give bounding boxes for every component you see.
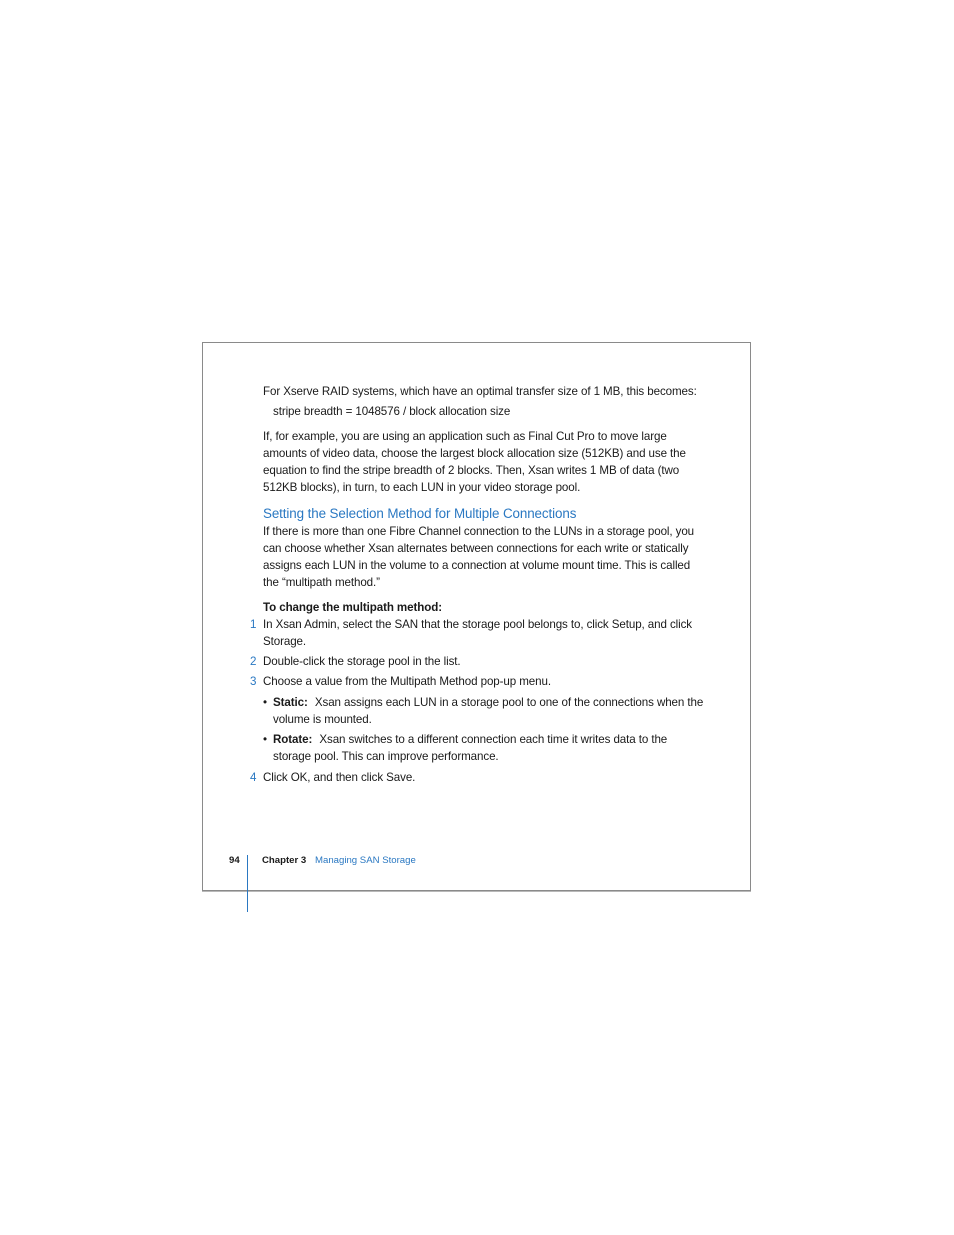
page-footer [0,855,954,875]
step-text: Click OK, and then click Save. [263,771,416,784]
bullet-text: Xsan assigns each LUN in a storage pool to one of the connections when the volume is mounted. [273,696,704,726]
intro-paragraph: For Xserve RAID systems, which have an optimal transfer size of 1 MB, this becomes: [263,385,697,398]
chapter-title: Managing SAN Storage [315,855,416,866]
section-heading: Setting the Selection Method for Multiple Connections [263,506,577,521]
bullet-item [263,694,708,728]
step-number: 2 [250,655,257,668]
section-paragraph: If there is more than one Fibre Channel connection to the LUNs in a storage pool, you can choose whether Xsan alternates between connections for each write or statically assigns each LUN in the volume to a connection at volume mount time. This is called the “multipath method.” [263,525,695,589]
step-text: Choose a value from the Multipath Method pop-up menu. [263,675,551,688]
steps-list [250,616,708,786]
task-heading: To change the multipath method: [263,601,442,614]
step-item [250,673,708,765]
example-paragraph: If, for example, you are using an application such as Final Cut Pro to move large amounts of video data, choose the largest block allocation size (512KB) and use the equation to find the stripe breadth of 2 blocks. Then, Xsan writes 1 MB of data (two 512KB blocks), in turn, to each LUN in your video storage pool. [263,430,686,494]
chapter-label: Chapter 3 [262,855,307,866]
step-item [250,616,708,650]
bullet-text: Xsan switches to a different connection each time it writes data to the storage pool. This can improve performance. [273,733,668,763]
step-text: In Xsan Admin, select the SAN that the storage pool belongs to, click Setup, and click Storage. [263,618,692,648]
step-number: 3 [250,675,257,688]
bullet-icon: • [263,696,267,709]
page-content [250,383,708,789]
bullet-item [263,731,708,765]
bullet-term: Static: [273,696,308,709]
bullet-icon: • [263,733,267,746]
step-number: 4 [250,771,257,784]
step-text: Double-click the storage pool in the list. [263,655,461,668]
page-number: 94 [229,855,240,866]
formula-line: stripe breadth = 1048576 / block allocation size [273,405,511,418]
step-item [250,769,708,786]
step-number: 1 [250,618,257,631]
bullet-term: Rotate: [273,733,313,746]
option-bullets [263,694,708,765]
step-item [250,653,708,670]
